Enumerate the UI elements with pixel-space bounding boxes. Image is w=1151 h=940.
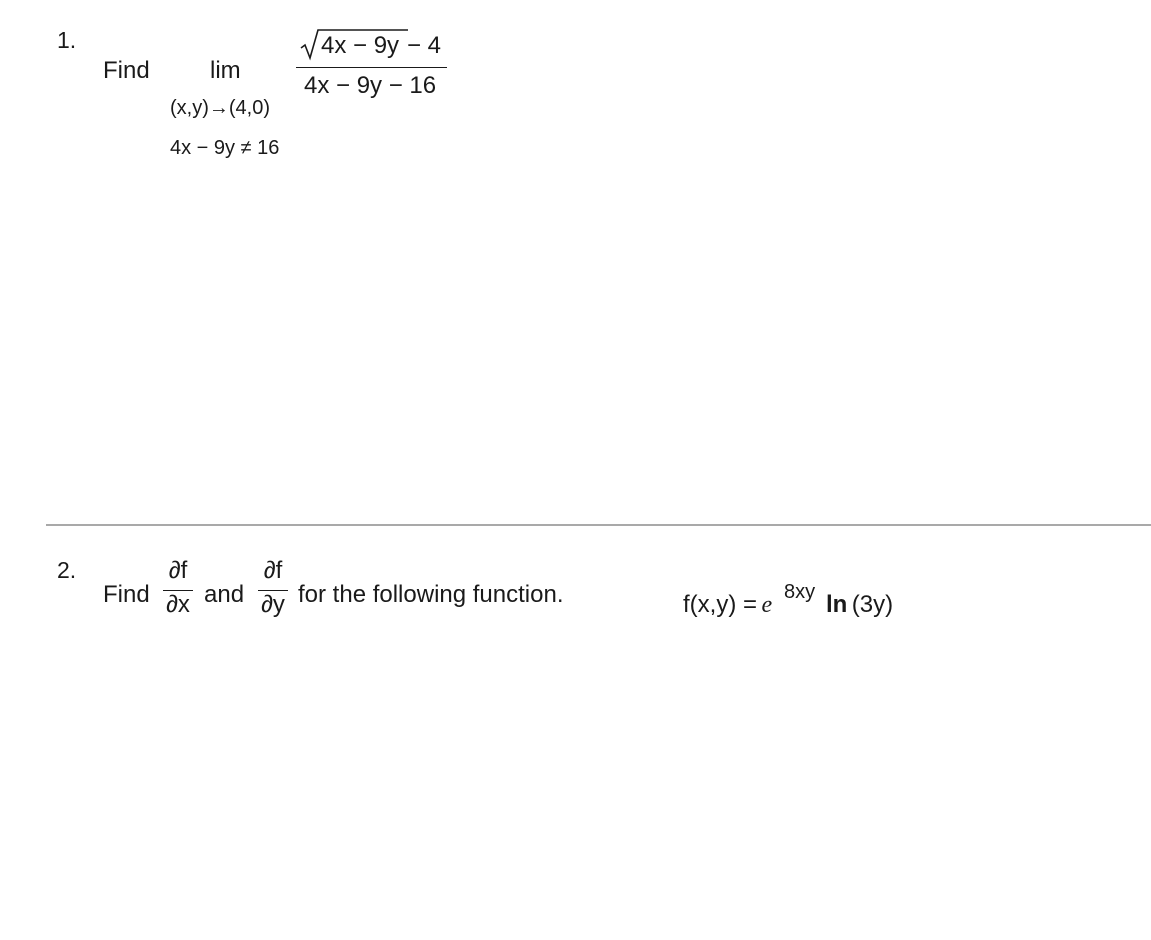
and-label: and — [204, 581, 245, 608]
function-lhs: f(x,y) = — [683, 591, 758, 618]
limit-denominator: 4x − 9y − 16 — [304, 72, 437, 99]
partial-x-numerator: ∂f — [168, 557, 188, 584]
problem-2-number: 2. — [57, 557, 77, 583]
partial-x-denominator: ∂x — [166, 591, 190, 618]
problem-2-find-label: Find — [103, 581, 150, 608]
partial-y-denominator: ∂y — [261, 591, 285, 618]
partial-f-partial-x — [163, 557, 193, 617]
log-argument: (3y) — [851, 591, 894, 618]
fraction-bar — [296, 67, 447, 68]
partial-y-numerator: ∂f — [263, 557, 283, 584]
limit-condition-constraint: 4x − 9y ≠ 16 — [170, 137, 280, 159]
limit-numerator — [296, 28, 447, 64]
function-log-term — [826, 591, 893, 619]
section-divider — [46, 524, 1151, 526]
instruction-text: for the following function. — [298, 581, 564, 608]
natural-log-operator: ln — [826, 591, 848, 618]
radicand: 4x − 9y — [321, 32, 400, 59]
function-definition — [683, 591, 772, 619]
problem-1-number: 1. — [57, 27, 77, 53]
limit-operator: lim — [210, 57, 241, 84]
partial-f-partial-y — [258, 557, 288, 617]
numerator-remainder: − 4 — [407, 32, 442, 59]
limit-condition-point: (x,y)→(4,0) — [170, 97, 270, 119]
problem-1-find-label: Find — [103, 57, 150, 84]
limit-fraction — [296, 28, 447, 104]
function-exponent: 8xy — [784, 581, 816, 603]
euler-e: e — [761, 592, 773, 618]
